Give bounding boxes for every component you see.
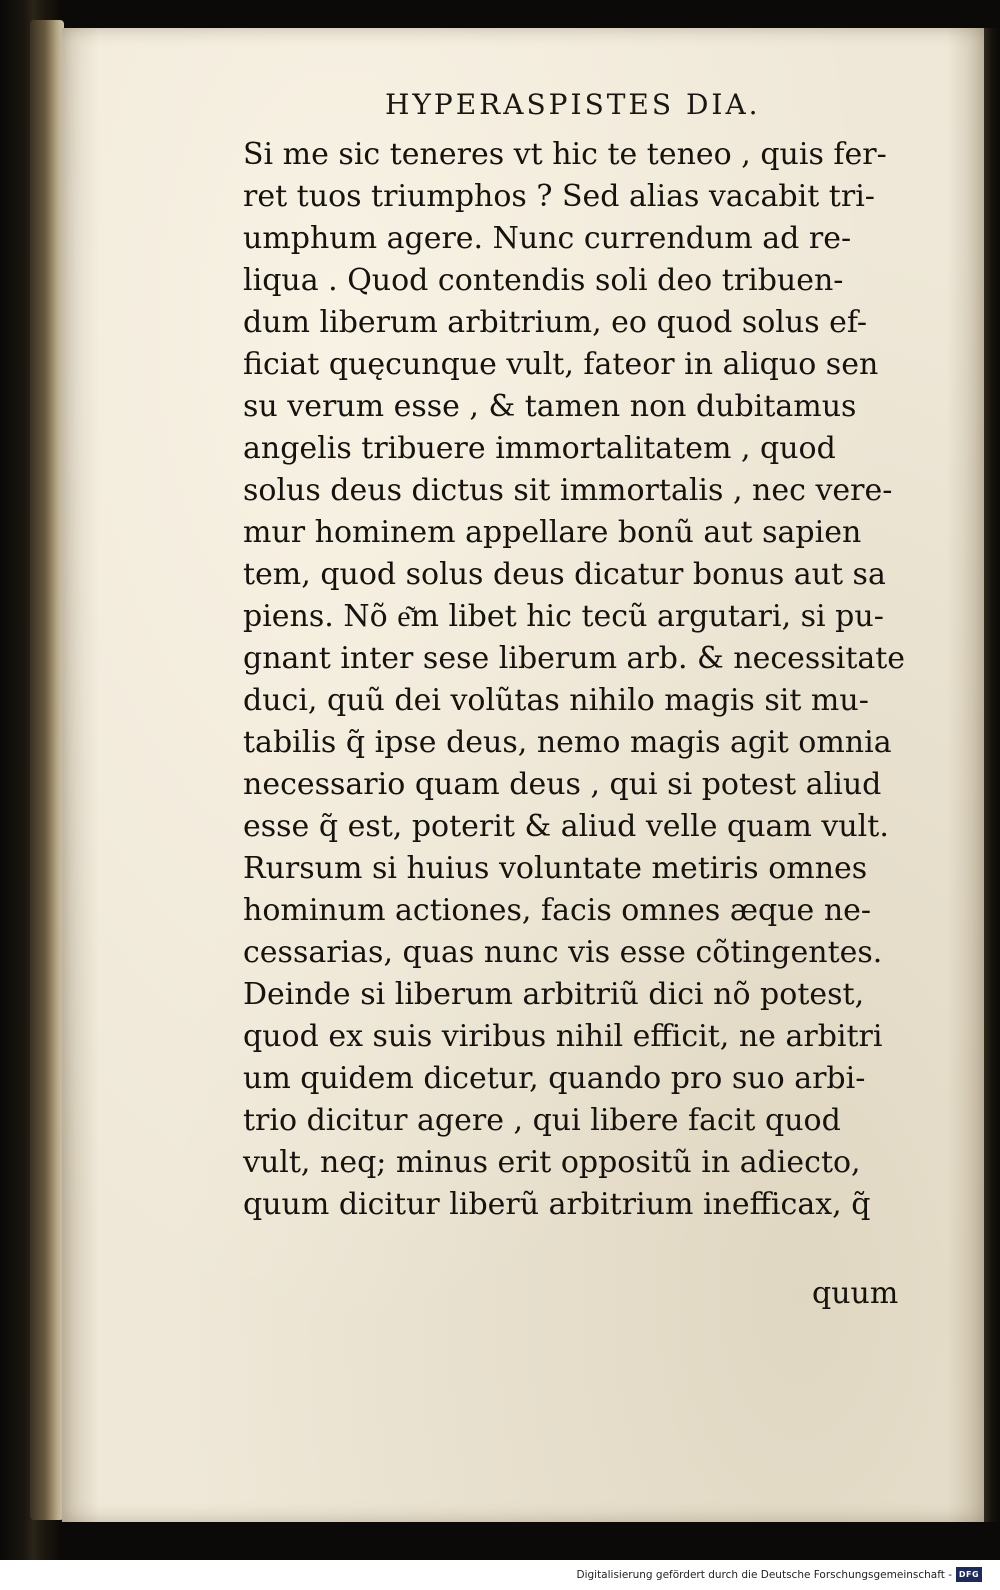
text-line: Si me sic teneres vt hic te teneo , quis fer- — [243, 137, 887, 172]
text-line: piens. Nõ e͂m libet hic tecũ argutari, si pu- — [243, 599, 884, 634]
text-line: ficiat quęcunque vult, fateor in aliquo sen — [243, 347, 879, 382]
text-line: tem, quod solus deus dicatur bonus aut sa — [243, 557, 886, 592]
page-stack-edge — [30, 20, 64, 1520]
text-line: necessario quam deus , qui si potest aliud — [243, 767, 882, 802]
text-line: su verum esse , & tamen non dubitamus — [243, 389, 857, 424]
text-line: tabilis q̃ ipse deus, nemo magis agit omnia — [243, 725, 892, 760]
funding-credit: Digitalisierung gefördert durch die Deutsche Forschungsgemeinschaft - — [576, 1569, 952, 1581]
text-line: dum liberum arbitrium, eo quod solus ef- — [243, 305, 868, 340]
text-line: quum dicitur liberũ arbitrium inefficax, q̃ — [243, 1187, 871, 1222]
footer-bar — [0, 1560, 1000, 1590]
text-line: um quidem dicetur, quando pro suo arbi- — [243, 1061, 866, 1096]
text-line: liqua . Quod contendis soli deo tribuen- — [243, 263, 844, 298]
text-line: ret tuos triumphos ? Sed alias vacabit tri- — [243, 179, 875, 214]
text-line: duci, quũ dei volũtas nihilo magis sit mu- — [243, 683, 869, 718]
text-line: mur hominem appellare bonũ aut sapien — [243, 515, 862, 550]
book-spine-edge — [0, 0, 60, 1560]
text-line: hominum actiones, facis omnes æque ne- — [243, 893, 872, 928]
text-line: esse q̃ est, poterit & aliud velle quam vult. — [243, 809, 889, 844]
running-head: HYPERASPISTES DIA. — [385, 88, 761, 121]
dfg-logo: DFG — [956, 1567, 982, 1582]
text-line: Rursum si huius voluntate metiris omnes — [243, 851, 868, 886]
text-line: cessarias, quas nunc vis esse cõtingentes. — [243, 935, 883, 970]
text-line: vult, neq; minus erit oppositũ in adiecto, — [243, 1145, 861, 1180]
text-line: trio dicitur agere , qui libere facit quod — [243, 1103, 841, 1138]
text-line: solus deus dictus sit immortalis , nec vere- — [243, 473, 893, 508]
text-line: quod ex suis viribus nihil efficit, ne arbitri — [243, 1019, 883, 1054]
text-line: angelis tribuere immortalitatem , quod — [243, 431, 836, 466]
body-text — [243, 134, 943, 1226]
text-line: gnant inter sese liberum arb. & necessitate — [243, 641, 906, 676]
text-line: Deinde si liberum arbitriũ dici nõ potest, — [243, 977, 865, 1012]
catchword: quum — [812, 1276, 899, 1311]
text-line: umphum agere. Nunc currendum ad re- — [243, 221, 852, 256]
